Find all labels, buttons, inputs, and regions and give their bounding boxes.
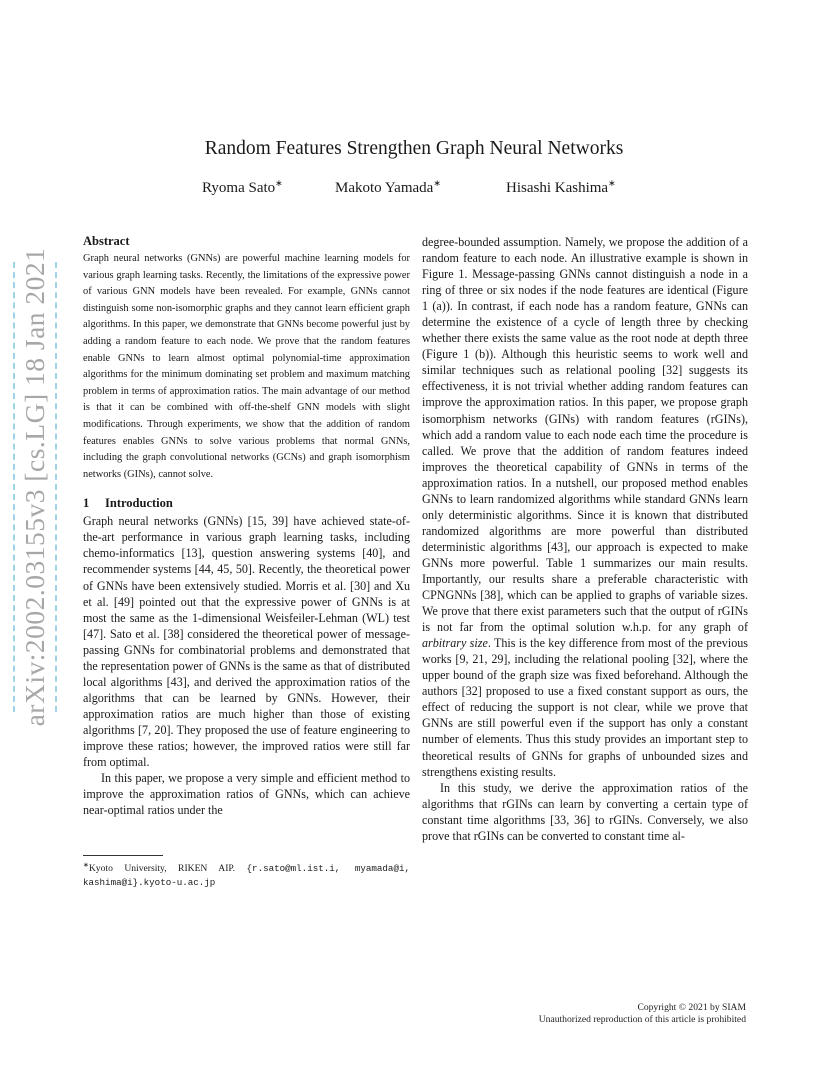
abstract-body: Graph neural networks (GNNs) are powerful machine learning models for various graph learning tasks. Recently, the limitations of the expressive power of various GNN models have been revealed. For example, GNNs cannot distinguish some non-isomorphic graphs and they cannot learn efficient graph algorithms. In this paper, we demonstrate that GNNs become powerful just by adding a random feature to each node. We prove that the random features enable GNNs to learn almost optimal polynomial-time approximation algorithms for the minimum dominating set problem and maximum matching problem in terms of approximation ratios. The main advantage of our method is that it can be combined with off-the-shelf GNN models with slight modifications. Through experiments, we show that the addition of random features enables GNNs to solve various problems that normal GNNs, including the graph convolutional networks (GCNs) and graph isomorphism networks (GINs), cannot solve. (83, 253, 410, 480)
author-affiliation-mark: ∗ (433, 178, 441, 188)
section-number: 1 (83, 496, 90, 511)
stamp-dash-left (13, 262, 15, 712)
author-affiliation-mark: ∗ (608, 178, 616, 188)
intro-paragraph-2: In this paper, we propose a very simple and efficient method to improve the approximation ratios of GNNs, which can achieve near-optimal ratios under the (83, 771, 410, 818)
copyright-line: Copyright © 2021 by SIAM (637, 1002, 746, 1013)
right-paragraph-1-text: degree-bounded assumption. Namely, we propose the addition of a random feature to each node. An illustrative example is shown in Figure 1. Message-passing GNNs cannot distinguish a node in a ring of three or six nodes if the node features are identical (Figure 1 (a)). In contrast, if each node has a random feature, GNNs can determine the existence of a cycle of length three by checking whether there exists the same value as the root node at depth three (Figure 1 (b)). Although this heuristic seems to work well and similar techniques such as relational pooling [32] suggests its effectiveness, it is not trivial whether adding random features can improve the approximation ratios. In this paper, we propose graph isomorphism networks (GINs) with random features (rGINs), which add a random value to each node each time the procedure is called. We prove that the addition of random features indeed improves the theoretical capability of GNNs in terms of the approximation ratios. In a nutshell, our proposed method enables GNNs to learn randomized algorithms while standard GNNs learn only deterministic algorithms. Since it is known that distributed randomized algorithms are more powerful than distributed deterministic algorithms [43], our approach is expected to make GNNs more powerful. Table 1 summarizes our main results. Importantly, our results share a preferable characteristic with CPNGNNs [38], which can be applied to graphs of variable sizes. We prove that there exist parameters such that the output of rGINs is not far from the optimal solution w.h.p. for any graph of (422, 235, 748, 635)
right-paragraph-1 (422, 234, 748, 780)
section-title: Introduction (105, 496, 173, 511)
author-name: Hisashi Kashima (506, 180, 609, 196)
author-3 (506, 178, 616, 197)
copyright-notice (346, 1002, 746, 1025)
author-2 (335, 178, 441, 197)
right-paragraph-1-emphasis: arbitrary size (422, 636, 488, 651)
reproduction-notice: Unauthorized reproduction of this article is prohibited (538, 1013, 746, 1025)
footnote (83, 859, 410, 889)
right-paragraph-1-continuation: . This is the key difference from most of the previous works [9, 21, 29], including the relational pooling [32], where the upper bound of the graph size was fixed beforehand. Although the authors [32] proposed to use a fixed constant support as ours, the effect of reducing the support is not clear, while we prove that GNNs are still powerful even if the support has only a constant number of elements. Thus this study provides an important step to theoretical results of GNNs for graphs of unbounded sizes and strengthens existing results. (422, 636, 748, 779)
footnote-affiliation: Kyoto University, RIKEN AIP. (88, 863, 247, 875)
author-affiliation-mark: ∗ (275, 178, 283, 188)
footnote-emails: {r.sato@ml.ist.i, myamada@i, kashima@i}.kyoto-u.ac.jp (83, 863, 410, 888)
right-paragraph-2: In this study, we derive the approximation ratios of the algorithms that rGINs can learn by converting a certain type of constant time algorithms [33, 36] to rGINs. Conversely, we also prove that rGINs can be converted to constant time al- (422, 780, 748, 843)
arxiv-identifier-text: arXiv:2002.03155v3 [cs.LG] 18 Jan 2021 (19, 247, 50, 727)
abstract-heading: Abstract (83, 234, 130, 248)
section-heading-introduction (83, 496, 410, 511)
arxiv-identifier-stamp (11, 247, 59, 727)
left-column (83, 234, 410, 889)
paper-title: Random Features Strengthen Graph Neural Networks (204, 138, 624, 159)
footnote-rule (83, 855, 163, 856)
author-name: Makoto Yamada (335, 180, 434, 196)
intro-paragraph-1: Graph neural networks (GNNs) [15, 39] have achieved state-of-the-art performance in various graph learning tasks, including chemo-informatics [13], question answering systems [40], and recommender systems [44, 45, 50]. Recently, the theoretical power of GNNs have been extensively studied. Morris et al. [30] and Xu et al. [49] pointed out that the expressive power of GNNs is at most the same as the 1-dimensional Weisfeiler-Lehman (WL) test [47]. Sato et al. [38] considered the theoretical power of message-passing GNNs for combinatorial problems and demonstrated that the representation power of GNNs is the same as that of distributed local algorithms [43], and derived the approximation ratios of the algorithms that can be learned by GNNs. However, their approximation ratios are much higher than those of existing algorithms [7, 20]. They proposed the use of feature engineering to improve these ratios; however, the improved ratios were still far from optimal. (83, 514, 410, 770)
author-1 (202, 178, 283, 197)
footnote-mark: ∗ (83, 861, 89, 870)
right-column (422, 234, 748, 844)
stamp-dash-right (55, 262, 57, 712)
author-name: Ryoma Sato (202, 180, 276, 196)
